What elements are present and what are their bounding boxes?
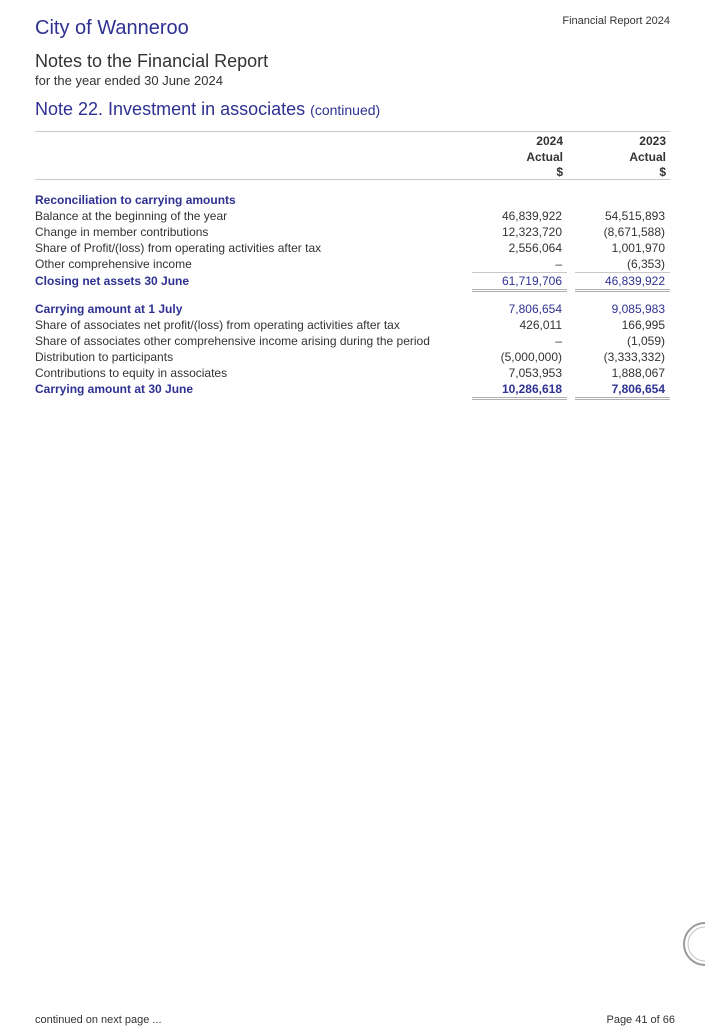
table-row xyxy=(35,256,670,272)
value-2024: 12,323,720 xyxy=(501,225,562,239)
value-2024: 10,286,618 xyxy=(472,381,567,400)
opening-row xyxy=(35,301,670,317)
row-label: Contributions to equity in associates xyxy=(35,366,228,380)
table-row xyxy=(35,208,670,224)
value-2024: – xyxy=(472,256,567,273)
value-2024: – xyxy=(555,334,562,348)
row-label: Change in member contributions xyxy=(35,225,209,239)
subtotal-row xyxy=(35,273,670,289)
row-label: Balance at the beginning of the year xyxy=(35,209,228,223)
value-2024: 46,839,922 xyxy=(501,209,562,223)
value-2024: 7,053,953 xyxy=(508,366,562,380)
row-label: Share of associates other comprehensive income arising during the period xyxy=(35,334,430,348)
note-heading xyxy=(35,99,380,120)
value-2023: 9,085,983 xyxy=(611,302,665,316)
column-header-2024 xyxy=(473,134,563,181)
page-number: Page 41 of 66 xyxy=(606,1014,675,1026)
column-label: Actual xyxy=(629,149,666,164)
column-year: 2023 xyxy=(639,134,666,148)
value-2023: (1,059) xyxy=(626,334,665,348)
row-label: Closing net assets 30 June xyxy=(35,274,190,288)
value-2024: 2,556,064 xyxy=(508,241,562,255)
column-unit: $ xyxy=(556,165,563,179)
row-label: Distribution to participants xyxy=(35,350,174,364)
report-name: Financial Report 2024 xyxy=(562,15,670,27)
note-title: Note 22. Investment in associates xyxy=(35,99,306,119)
column-unit: $ xyxy=(659,165,666,179)
page-subtitle: for the year ended 30 June 2024 xyxy=(35,73,223,88)
value-2023: 1,001,970 xyxy=(611,241,665,255)
table-row xyxy=(35,349,670,365)
row-label: Carrying amount at 1 July xyxy=(35,302,183,316)
reconciliation-heading xyxy=(35,192,670,208)
value-2023: 166,995 xyxy=(621,318,665,332)
table-row xyxy=(35,240,670,256)
note-continued: (continued) xyxy=(310,102,381,118)
value-2023: 54,515,893 xyxy=(604,209,665,223)
value-2023: (3,333,332) xyxy=(603,350,665,364)
row-label: Carrying amount at 30 June xyxy=(35,382,194,396)
table-row xyxy=(35,333,670,349)
value-2023: 1,888,067 xyxy=(611,366,665,380)
value-2024: 426,011 xyxy=(519,318,562,332)
column-label: Actual xyxy=(526,149,563,164)
total-row xyxy=(35,381,670,397)
value-2023: 46,839,922 xyxy=(575,273,670,292)
row-label: Share of associates net profit/(loss) from operating activities after tax xyxy=(35,318,400,332)
value-2023: 7,806,654 xyxy=(575,381,670,400)
page-title: Notes to the Financial Report xyxy=(35,51,269,71)
table-row xyxy=(35,224,670,240)
row-label: Reconciliation to carrying amounts xyxy=(35,193,236,207)
table-top-rule xyxy=(35,131,670,132)
value-2023: (6,353) xyxy=(575,256,670,273)
column-header-2023 xyxy=(576,134,666,181)
value-2023: (8,671,588) xyxy=(603,225,665,239)
value-2024: 61,719,706 xyxy=(472,273,567,292)
table-header-rule xyxy=(35,179,670,180)
stamp-seal-icon xyxy=(681,920,705,968)
value-2024: (5,000,000) xyxy=(500,350,562,364)
table-row xyxy=(35,365,670,381)
continued-note: continued on next page ... xyxy=(35,1014,162,1026)
organisation-name: City of Wanneroo xyxy=(35,17,189,39)
value-2024: 7,806,654 xyxy=(508,302,562,316)
column-year: 2024 xyxy=(536,134,563,148)
row-label: Other comprehensive income xyxy=(35,257,192,271)
table-row xyxy=(35,317,670,333)
row-label: Share of Profit/(loss) from operating activities after tax xyxy=(35,241,322,255)
